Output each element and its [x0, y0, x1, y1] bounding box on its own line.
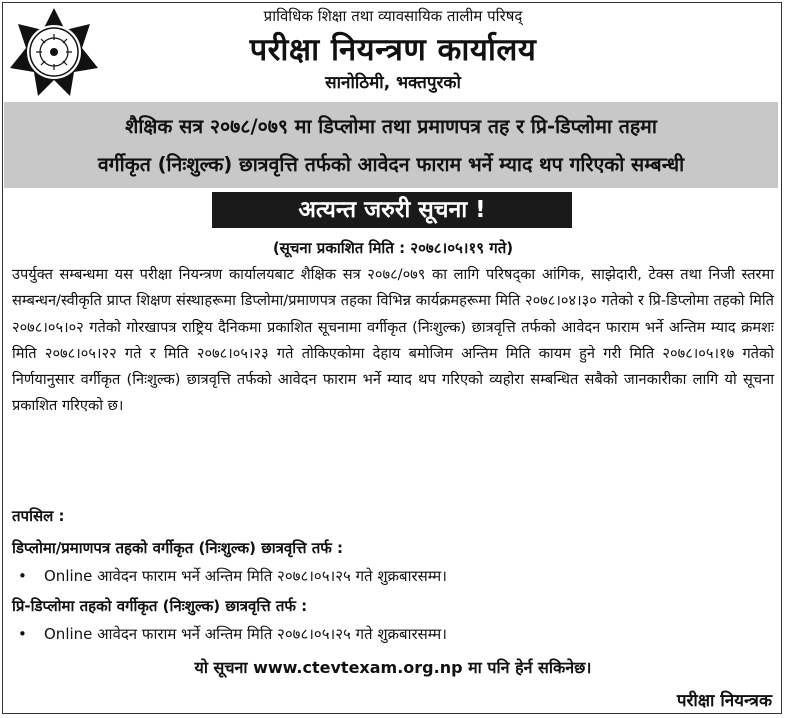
pre-diploma-deadline-text: Online आवेदन फाराम भर्ने अन्तिम मिति २०७८।०५।२५ गते शुक्रबारसम्म।: [44, 625, 447, 643]
signatory: परीक्षा नियन्त्रक: [676, 691, 772, 711]
urgent-notice-banner: अत्यन्त जरुरी सूचना !: [212, 192, 572, 228]
website-note: यो सूचना www.ctevtexam.org.np मा पनि हेर्न सकिनेछ।: [194, 658, 592, 677]
notice-subject: [4, 102, 778, 188]
pre-diploma-section-title: प्रि-डिप्लोमा तहको वर्गीकृत (निःशुल्क) छात्रवृत्ति तर्फ :: [12, 597, 308, 615]
bullet-icon: •: [18, 625, 27, 643]
office-location: सानोठिमी, भक्तपुरको: [325, 73, 461, 93]
bullet-icon: •: [18, 567, 27, 585]
publication-date: (सूचना प्रकाशित मिति : २०७८।०५।१९ गते): [272, 239, 514, 257]
diploma-deadline-text: Online आवेदन फाराम भर्ने अन्तिम मिति २०७८।०५।२५ गते शुक्रबारसम्म।: [44, 567, 447, 585]
diploma-section-title: डिप्लोमा/प्रमाणपत्र तहको वर्गीकृत (निःशुल्क) छात्रवृत्ति तर्फ :: [12, 539, 344, 557]
body-paragraph: उपर्युक्त सम्बन्धमा यस परीक्षा नियन्त्रण कार्यालयबाट शैक्षिक सत्र २०७८/०७९ का लागि परिषद्का आंगिक, साझेदारी, टेक्स तथा निजी स्तरमा सम्बन्धन/स्वीकृति प्राप्त शिक्षण संस्थाहरूमा डिप्लोमा/प्रमाणपत्र तहका विभिन्न कार्यक्रमहरूमा मिति २०७८।०४।३० गतेको र प्रि-डिप्लोमा तहको मिति २०७८।०५।०२ गतेको गोरखापत्र राष्ट्रिय दैनिकमा प्रकाशित सूचनामा वर्गीकृत (निःशुल्क) छात्रवृत्ति तर्फको आवेदन फाराम भर्ने अन्तिम म्याद क्रमशः मिति २०७८।०५।२२ गते र मिति २०७८।०५।२३ गते तोकिएकोमा देहाय बमोजिम अन्तिम मिति कायम हुने गरी मिति २०७८।०५।१७ गतेको निर्णयानुसार वर्गीकृत (निःशुल्क) छात्रवृत्ति तर्फको आवेदन फाराम भर्ने म्याद थप गरिएको व्यहोरा सम्बन्धित सबैको जानकारीका लागि यो सूचना प्रकाशित गरिएको छ।: [12, 266, 774, 415]
subject-line-1: शैक्षिक सत्र २०७८/०७९ मा डिप्लोमा तथा प्रमाणपत्र तह र प्रि-डिप्लोमा तहमा: [125, 115, 657, 138]
council-name: प्राविधिक शिक्षा तथा व्यावसायिक तालीम परिषद्: [263, 7, 523, 25]
details-heading: तपसिल :: [12, 507, 65, 525]
office-title: परीक्षा नियन्त्रण कार्यालय: [249, 32, 537, 68]
pre-diploma-deadline-item: [18, 624, 447, 644]
diploma-deadline-item: [18, 566, 447, 586]
notice-body: [12, 262, 774, 420]
subject-line-2: वर्गीकृत (निःशुल्क) छात्रवृत्ति तर्फको आवेदन फाराम भर्ने म्याद थप गरिएको सम्बन्धी: [97, 153, 685, 176]
